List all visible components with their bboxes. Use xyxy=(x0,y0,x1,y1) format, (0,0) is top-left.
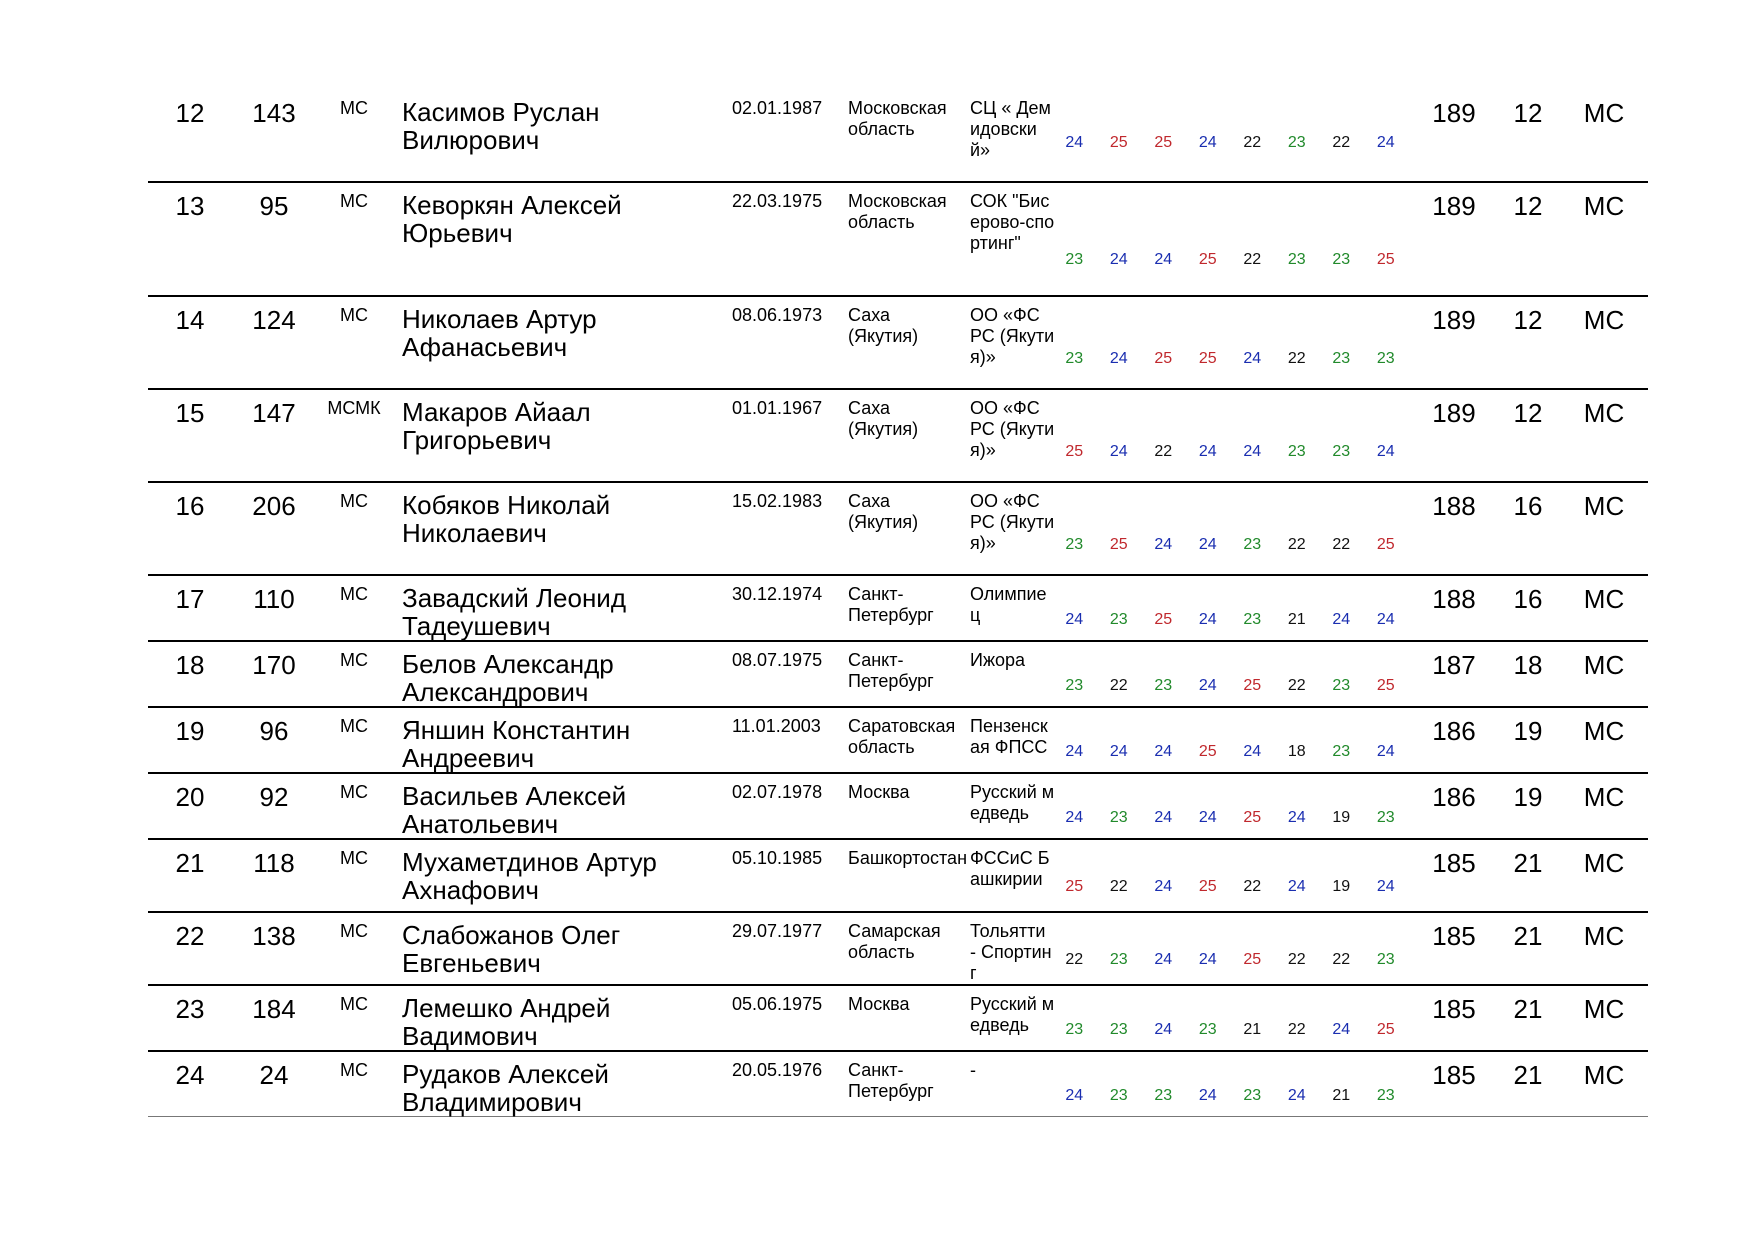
athlete-name-cell: Завадский Леонид Тадеушевич xyxy=(402,583,626,641)
series-score: 23 xyxy=(1109,1021,1128,1038)
start-number-cell: 96 xyxy=(259,716,289,746)
final-place-cell: 21 xyxy=(1513,1060,1543,1090)
athlete-name-cell: Кобяков Николай Николаевич xyxy=(402,490,611,548)
series-score: 24 xyxy=(1376,878,1395,895)
series-score: 25 xyxy=(1376,677,1395,694)
final-place-cell: 21 xyxy=(1513,848,1543,878)
region-cell: Самарская область xyxy=(848,921,941,962)
birthdate-cell: 22.03.1975 xyxy=(732,191,823,211)
series-score: 24 xyxy=(1065,611,1084,628)
series-score: 23 xyxy=(1065,1021,1084,1038)
series-score: 22 xyxy=(1243,134,1262,151)
club-cell: Русский медведь xyxy=(970,994,1055,1035)
series-score: 23 xyxy=(1287,251,1306,268)
series-score: 23 xyxy=(1287,443,1306,460)
athlete-name-cell: Белов Александр Александрович xyxy=(402,649,614,707)
total-cell: 188 xyxy=(1432,491,1476,521)
table-row xyxy=(148,642,1648,708)
series-score: 19 xyxy=(1332,878,1351,895)
series-score: 19 xyxy=(1332,809,1351,826)
series-score: 21 xyxy=(1243,1021,1262,1038)
series-score: 24 xyxy=(1109,251,1128,268)
series-score: 24 xyxy=(1154,878,1173,895)
place-cell: 13 xyxy=(175,191,205,221)
series-score: 25 xyxy=(1243,677,1262,694)
birthdate-cell: 08.07.1975 xyxy=(732,650,823,670)
series-score: 25 xyxy=(1243,951,1262,968)
place-cell: 22 xyxy=(175,921,205,951)
birthdate-cell: 29.07.1977 xyxy=(732,921,823,941)
series-score: 23 xyxy=(1065,536,1084,553)
birthdate-cell: 05.06.1975 xyxy=(732,994,823,1014)
total-cell: 189 xyxy=(1432,398,1476,428)
series-score: 25 xyxy=(1198,878,1217,895)
series-score: 24 xyxy=(1243,443,1262,460)
series-score: 24 xyxy=(1198,134,1217,151)
series-score: 24 xyxy=(1243,743,1262,760)
table-row xyxy=(148,183,1648,297)
athlete-name-cell: Кеворкян Алексей Юрьевич xyxy=(402,190,622,248)
rank-cell: МС xyxy=(340,650,368,670)
series-score: 23 xyxy=(1332,677,1351,694)
series-score: 24 xyxy=(1065,809,1084,826)
series-score: 22 xyxy=(1109,677,1128,694)
final-place-cell: 21 xyxy=(1513,921,1543,951)
start-number-cell: 143 xyxy=(252,98,296,128)
region-cell: Саха (Якутия) xyxy=(848,305,919,346)
rank-cell: МС xyxy=(340,994,368,1014)
series-score: 24 xyxy=(1198,443,1217,460)
series-score: 24 xyxy=(1243,350,1262,367)
rank-cell: МС xyxy=(340,782,368,802)
birthdate-cell: 02.01.1987 xyxy=(732,98,823,118)
series-score: 24 xyxy=(1198,1087,1217,1104)
series-score: 25 xyxy=(1109,536,1128,553)
start-number-cell: 24 xyxy=(259,1060,289,1090)
athlete-name-cell: Рудаков Алексей Владимирович xyxy=(402,1059,609,1117)
series-score: 25 xyxy=(1198,251,1217,268)
series-score: 22 xyxy=(1287,1021,1306,1038)
awarded-rank-cell: МС xyxy=(1583,994,1625,1024)
place-cell: 20 xyxy=(175,782,205,812)
series-score: 22 xyxy=(1109,878,1128,895)
series-scores xyxy=(1052,743,1412,767)
series-score: 23 xyxy=(1065,251,1084,268)
athlete-name-cell: Яншин Константин Андреевич xyxy=(402,715,631,773)
birthdate-cell: 01.01.1967 xyxy=(732,398,823,418)
series-score: 24 xyxy=(1198,677,1217,694)
table-row xyxy=(148,483,1648,576)
series-score: 24 xyxy=(1287,809,1306,826)
series-scores xyxy=(1052,677,1412,701)
series-scores xyxy=(1052,443,1412,467)
start-number-cell: 138 xyxy=(252,921,296,951)
final-place-cell: 19 xyxy=(1513,716,1543,746)
region-cell: Санкт-Петербург xyxy=(848,650,934,691)
place-cell: 21 xyxy=(175,848,205,878)
place-cell: 24 xyxy=(175,1060,205,1090)
series-score: 23 xyxy=(1332,443,1351,460)
total-cell: 189 xyxy=(1432,98,1476,128)
total-cell: 186 xyxy=(1432,782,1476,812)
final-place-cell: 16 xyxy=(1513,584,1543,614)
club-cell: - xyxy=(970,1060,976,1080)
club-cell: ОО «ФС РС (Якутия)» xyxy=(970,305,1055,367)
series-scores xyxy=(1052,536,1412,560)
final-place-cell: 16 xyxy=(1513,491,1543,521)
final-place-cell: 21 xyxy=(1513,994,1543,1024)
series-score: 23 xyxy=(1154,677,1173,694)
series-score: 23 xyxy=(1376,809,1395,826)
series-score: 23 xyxy=(1287,134,1306,151)
rank-cell: МС xyxy=(340,848,368,868)
awarded-rank-cell: МС xyxy=(1583,650,1625,680)
start-number-cell: 147 xyxy=(252,398,296,428)
awarded-rank-cell: МС xyxy=(1583,1060,1625,1090)
series-score: 23 xyxy=(1109,1087,1128,1104)
total-cell: 185 xyxy=(1432,921,1476,951)
region-cell: Москва xyxy=(848,994,910,1014)
series-score: 23 xyxy=(1243,536,1262,553)
birthdate-cell: 15.02.1983 xyxy=(732,491,823,511)
series-score: 24 xyxy=(1376,134,1395,151)
series-scores xyxy=(1052,350,1412,374)
place-cell: 19 xyxy=(175,716,205,746)
rank-cell: МС xyxy=(340,491,368,511)
awarded-rank-cell: МС xyxy=(1583,716,1625,746)
series-score: 22 xyxy=(1287,951,1306,968)
series-score: 22 xyxy=(1287,677,1306,694)
region-cell: Московская область xyxy=(848,98,947,139)
start-number-cell: 170 xyxy=(252,650,296,680)
rank-cell: МС xyxy=(340,921,368,941)
series-score: 23 xyxy=(1243,1087,1262,1104)
start-number-cell: 92 xyxy=(259,782,289,812)
awarded-rank-cell: МС xyxy=(1583,584,1625,614)
table-row xyxy=(148,297,1648,390)
awarded-rank-cell: МС xyxy=(1583,191,1625,221)
region-cell: Москва xyxy=(848,782,910,802)
series-scores xyxy=(1052,251,1412,275)
final-place-cell: 12 xyxy=(1513,98,1543,128)
awarded-rank-cell: МС xyxy=(1583,921,1625,951)
table-row xyxy=(148,840,1648,913)
series-score: 25 xyxy=(1109,134,1128,151)
series-score: 21 xyxy=(1332,1087,1351,1104)
series-score: 24 xyxy=(1332,611,1351,628)
total-cell: 188 xyxy=(1432,584,1476,614)
table-row xyxy=(148,774,1648,840)
birthdate-cell: 20.05.1976 xyxy=(732,1060,823,1080)
series-score: 25 xyxy=(1154,350,1173,367)
club-cell: Ижора xyxy=(970,650,1026,670)
club-cell: Пензенская ФПСС xyxy=(970,716,1048,757)
awarded-rank-cell: МС xyxy=(1583,398,1625,428)
club-cell: Русский медведь xyxy=(970,782,1055,823)
series-score: 24 xyxy=(1154,251,1173,268)
series-score: 18 xyxy=(1287,743,1306,760)
series-score: 24 xyxy=(1376,611,1395,628)
series-score: 25 xyxy=(1065,443,1084,460)
final-place-cell: 19 xyxy=(1513,782,1543,812)
series-score: 24 xyxy=(1109,743,1128,760)
rank-cell: МС xyxy=(340,716,368,736)
table-row xyxy=(148,986,1648,1052)
series-score: 24 xyxy=(1376,743,1395,760)
start-number-cell: 110 xyxy=(253,584,295,614)
final-place-cell: 12 xyxy=(1513,398,1543,428)
athlete-name-cell: Касимов Руслан Вилюрович xyxy=(402,97,600,155)
athlete-name-cell: Лемешко Андрей Вадимович xyxy=(402,993,611,1051)
series-score: 25 xyxy=(1154,611,1173,628)
start-number-cell: 124 xyxy=(252,305,296,335)
series-score: 23 xyxy=(1109,809,1128,826)
total-cell: 189 xyxy=(1432,191,1476,221)
series-score: 24 xyxy=(1065,743,1084,760)
region-cell: Саха (Якутия) xyxy=(848,491,919,532)
place-cell: 23 xyxy=(175,994,205,1024)
table-row xyxy=(148,708,1648,774)
series-score: 22 xyxy=(1154,443,1173,460)
place-cell: 14 xyxy=(175,305,205,335)
rank-cell: МС xyxy=(340,584,368,604)
rank-cell: МС xyxy=(340,98,368,118)
awarded-rank-cell: МС xyxy=(1583,848,1625,878)
region-cell: Санкт-Петербург xyxy=(848,584,934,625)
birthdate-cell: 02.07.1978 xyxy=(732,782,823,802)
series-score: 25 xyxy=(1243,809,1262,826)
region-cell: Санкт-Петербург xyxy=(848,1060,934,1101)
series-scores xyxy=(1052,1087,1412,1111)
series-score: 24 xyxy=(1332,1021,1351,1038)
place-cell: 17 xyxy=(175,584,205,614)
series-score: 22 xyxy=(1332,134,1351,151)
final-place-cell: 12 xyxy=(1513,305,1543,335)
place-cell: 15 xyxy=(175,398,205,428)
athlete-name-cell: Мухаметдинов Артур Ахнафович xyxy=(402,847,657,905)
region-cell: Саха (Якутия) xyxy=(848,398,919,439)
series-score: 24 xyxy=(1154,743,1173,760)
region-cell: Саратовская область xyxy=(848,716,956,757)
series-score: 23 xyxy=(1376,1087,1395,1104)
series-score: 23 xyxy=(1198,1021,1217,1038)
club-cell: СЦ « Демидовский» xyxy=(970,98,1051,160)
series-score: 22 xyxy=(1065,951,1084,968)
athlete-name-cell: Макаров Айаал Григорьевич xyxy=(402,397,591,455)
series-score: 25 xyxy=(1376,536,1395,553)
athlete-name-cell: Васильев Алексей Анатольевич xyxy=(402,781,627,839)
region-cell: Башкортостан xyxy=(848,848,968,868)
table-row xyxy=(148,913,1648,986)
table-row xyxy=(148,90,1648,183)
club-cell: ОО «ФС РС (Якутия)» xyxy=(970,491,1055,553)
club-cell: ФССиС Башкирии xyxy=(970,848,1050,889)
series-score: 24 xyxy=(1154,951,1173,968)
birthdate-cell: 05.10.1985 xyxy=(732,848,823,868)
awarded-rank-cell: МС xyxy=(1583,782,1625,812)
series-score: 24 xyxy=(1065,134,1084,151)
series-scores xyxy=(1052,134,1412,158)
awarded-rank-cell: МС xyxy=(1583,491,1625,521)
birthdate-cell: 08.06.1973 xyxy=(732,305,823,325)
series-score: 23 xyxy=(1154,1087,1173,1104)
results-table xyxy=(148,90,1648,1117)
series-score: 23 xyxy=(1065,350,1084,367)
awarded-rank-cell: МС xyxy=(1583,98,1625,128)
rank-cell: МС xyxy=(340,305,368,325)
series-score: 24 xyxy=(1376,443,1395,460)
series-score: 24 xyxy=(1198,536,1217,553)
series-score: 22 xyxy=(1287,350,1306,367)
birthdate-cell: 11.01.2003 xyxy=(732,716,821,736)
region-cell: Московская область xyxy=(848,191,947,232)
rank-cell: МС xyxy=(340,191,368,211)
final-place-cell: 12 xyxy=(1513,191,1543,221)
table-row xyxy=(148,1052,1648,1117)
start-number-cell: 206 xyxy=(252,491,296,521)
final-place-cell: 18 xyxy=(1513,650,1543,680)
series-score: 22 xyxy=(1332,536,1351,553)
series-score: 24 xyxy=(1109,350,1128,367)
athlete-name-cell: Слабожанов Олег Евгеньевич xyxy=(402,920,621,978)
table-row xyxy=(148,576,1648,642)
series-score: 23 xyxy=(1332,350,1351,367)
series-score: 23 xyxy=(1376,350,1395,367)
series-score: 23 xyxy=(1376,951,1395,968)
place-cell: 12 xyxy=(175,98,205,128)
series-score: 25 xyxy=(1376,251,1395,268)
total-cell: 185 xyxy=(1432,1060,1476,1090)
series-score: 24 xyxy=(1154,536,1173,553)
club-cell: Олимпиец xyxy=(970,584,1047,625)
series-scores xyxy=(1052,878,1412,902)
series-score: 23 xyxy=(1109,611,1128,628)
series-score: 25 xyxy=(1198,350,1217,367)
series-score: 23 xyxy=(1109,951,1128,968)
series-score: 22 xyxy=(1243,878,1262,895)
place-cell: 16 xyxy=(175,491,205,521)
series-score: 24 xyxy=(1198,951,1217,968)
start-number-cell: 184 xyxy=(252,994,296,1024)
series-score: 23 xyxy=(1332,743,1351,760)
series-score: 24 xyxy=(1154,1021,1173,1038)
series-score: 23 xyxy=(1332,251,1351,268)
series-scores xyxy=(1052,809,1412,833)
series-score: 25 xyxy=(1198,743,1217,760)
series-scores xyxy=(1052,611,1412,635)
series-score: 21 xyxy=(1287,611,1306,628)
club-cell: СОК "Бисерово-спортинг" xyxy=(970,191,1055,253)
club-cell: Тольятти - Спортинг xyxy=(970,921,1052,983)
series-score: 22 xyxy=(1287,536,1306,553)
series-score: 23 xyxy=(1243,611,1262,628)
start-number-cell: 118 xyxy=(253,848,295,878)
series-scores xyxy=(1052,951,1412,975)
total-cell: 189 xyxy=(1432,305,1476,335)
series-score: 23 xyxy=(1065,677,1084,694)
series-score: 22 xyxy=(1243,251,1262,268)
series-score: 24 xyxy=(1198,809,1217,826)
series-score: 24 xyxy=(1154,809,1173,826)
series-score: 24 xyxy=(1198,611,1217,628)
series-scores xyxy=(1052,1021,1412,1045)
start-number-cell: 95 xyxy=(259,191,289,221)
total-cell: 187 xyxy=(1432,650,1476,680)
series-score: 24 xyxy=(1287,1087,1306,1104)
series-score: 25 xyxy=(1154,134,1173,151)
birthdate-cell: 30.12.1974 xyxy=(732,584,823,604)
series-score: 25 xyxy=(1376,1021,1395,1038)
rank-cell: МС xyxy=(340,1060,368,1080)
club-cell: ОО «ФС РС (Якутия)» xyxy=(970,398,1055,460)
total-cell: 185 xyxy=(1432,848,1476,878)
series-score: 24 xyxy=(1287,878,1306,895)
total-cell: 185 xyxy=(1432,994,1476,1024)
series-score: 24 xyxy=(1109,443,1128,460)
total-cell: 186 xyxy=(1432,716,1476,746)
athlete-name-cell: Николаев Артур Афанасьевич xyxy=(402,304,597,362)
series-score: 22 xyxy=(1332,951,1351,968)
series-score: 24 xyxy=(1065,1087,1084,1104)
series-score: 25 xyxy=(1065,878,1084,895)
table-row xyxy=(148,390,1648,483)
awarded-rank-cell: МС xyxy=(1583,305,1625,335)
rank-cell: МСМК xyxy=(327,398,381,418)
place-cell: 18 xyxy=(175,650,205,680)
